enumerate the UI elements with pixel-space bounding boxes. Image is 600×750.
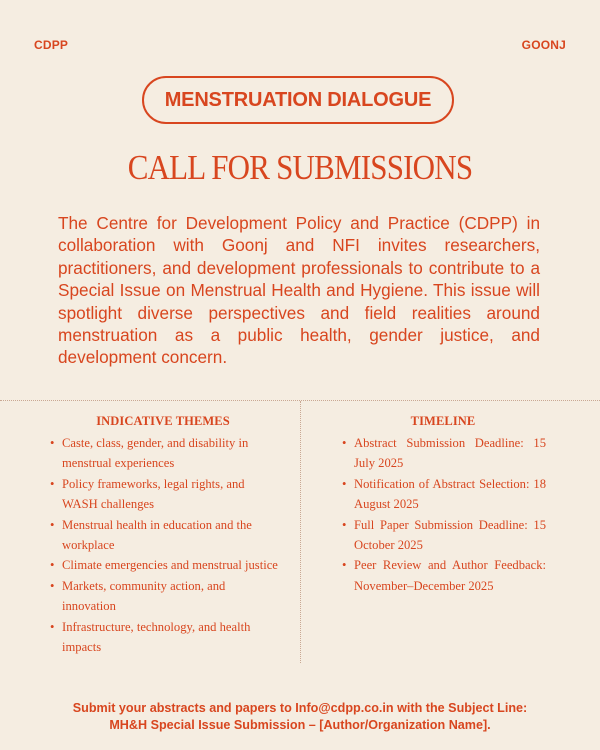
list-item: • Full Paper Submission Deadline: 15 October 2025 <box>340 515 546 556</box>
org-label-cdpp: CDPP <box>34 38 69 52</box>
vertical-divider <box>300 401 301 663</box>
timeline-heading: TIMELINE <box>410 414 476 428</box>
themes-heading: INDICATIVE THEMES <box>96 414 230 428</box>
list-item: • Caste, class, gender, and disability in menstrual experiences <box>48 433 278 474</box>
page-title: CALL FOR SUBMISSIONS <box>127 147 473 188</box>
themes-list <box>48 433 278 657</box>
footer-line-email: Submit your abstracts and papers to Info@cdpp.co.in with the Subject Line: <box>72 701 528 715</box>
intro-paragraph: The Centre for Development Policy and Practice (CDPP) in collaboration with Goonj and NFI invites researchers, practitioners, and development professionals to contribute to a Special Issue on Menstrual Health and Hygiene. This issue will spotlight diverse perspectives and field realities around menstruation as a public health, gender justice, and development concern. <box>58 213 540 368</box>
list-item: • Policy frameworks, legal rights, and WASH challenges <box>48 474 278 515</box>
list-item: • Abstract Submission Deadline: 15 July 2025 <box>340 433 546 474</box>
list-item: • Infrastructure, technology, and health impacts <box>48 617 278 658</box>
timeline-section <box>340 414 546 596</box>
list-item: • Menstrual health in education and the workplace <box>48 515 278 556</box>
submission-instructions <box>0 700 600 734</box>
list-item: • Climate emergencies and menstrual justice <box>48 555 278 575</box>
timeline-list <box>340 433 546 596</box>
event-badge <box>142 76 454 124</box>
list-item: • Notification of Abstract Selection: 18 August 2025 <box>340 474 546 515</box>
org-label-goonj: GOONJ <box>521 38 566 52</box>
list-item: • Markets, community action, and innovation <box>48 576 278 617</box>
footer-line-subject: MH&H Special Issue Submission – [Author/Organization Name]. <box>109 718 491 732</box>
list-item: • Peer Review and Author Feedback: November–December 2025 <box>340 555 546 596</box>
themes-section <box>48 414 278 657</box>
event-badge-label: MENSTRUATION DIALOGUE <box>164 88 432 111</box>
